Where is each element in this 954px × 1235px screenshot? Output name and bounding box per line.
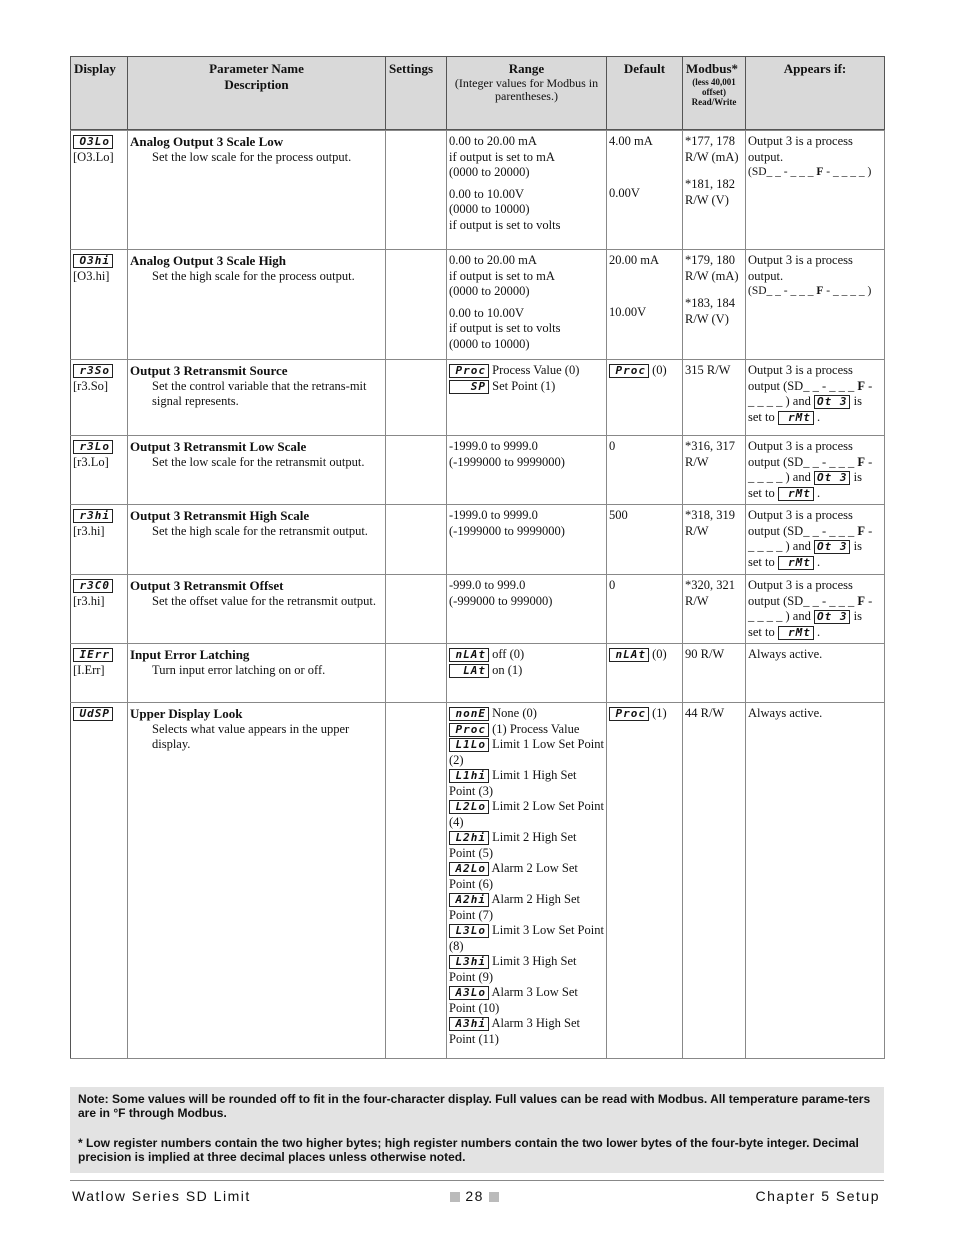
lcd-display: Ot 3 xyxy=(814,395,851,409)
lcd-display: Ot 3 xyxy=(814,540,851,554)
modbus-value: *177, 178 xyxy=(685,134,735,148)
default-value: (0) xyxy=(652,363,667,377)
modbus-rw: R/W xyxy=(685,523,709,538)
option-label: Alarm 3 High Set Point (11) xyxy=(449,1016,580,1046)
option-item xyxy=(449,830,604,861)
option-item xyxy=(449,954,604,985)
header-modbus-sub: (less 40,001 offset) xyxy=(692,77,736,97)
range-line: (0000 to 10000) xyxy=(449,202,530,216)
modbus-rw: R/W (mA) xyxy=(685,149,739,164)
lcd-display: Ot 3 xyxy=(814,471,851,485)
option-item: SP Set Point (1) xyxy=(449,379,604,395)
option-item xyxy=(449,985,604,1016)
square-icon xyxy=(489,1192,499,1202)
table-row xyxy=(71,436,885,505)
header-modbus-rw: Read/Write xyxy=(691,97,737,107)
option-label: Alarm 3 Low Set Point (10) xyxy=(449,985,578,1015)
range-line: -1999.0 to 9999.0 xyxy=(449,508,538,522)
appears-cell: Output 3 is a process output (SD_ _ - _ _ _ F - _ _ _ _ ) and Ot 3 is set to rMt . xyxy=(746,575,885,644)
param-code: [r3.So] xyxy=(73,378,109,393)
option-item xyxy=(449,722,604,738)
modbus-rw: R/W xyxy=(685,454,709,469)
default-value: 0 xyxy=(607,436,683,505)
default-value: 0.00V xyxy=(609,185,640,200)
modbus-value: *316, 317 xyxy=(685,439,735,453)
range-line: 0.00 to 20.00 mA xyxy=(449,134,537,148)
param-code: [I.Err] xyxy=(73,662,105,677)
table-row xyxy=(71,131,885,250)
table-row xyxy=(71,505,885,575)
range-line: (-999000 to 999000) xyxy=(449,593,553,608)
header-param-name: Parameter Name xyxy=(209,61,304,76)
modbus-value: 44 R/W xyxy=(683,703,746,1059)
param-name: Output 3 Retransmit High Scale xyxy=(130,508,310,523)
note-box xyxy=(70,1087,884,1173)
param-name: Analog Output 3 Scale Low xyxy=(130,134,284,149)
param-name: Analog Output 3 Scale High xyxy=(130,253,287,268)
lcd-display: LAt xyxy=(449,664,489,678)
option-item: LAt on (1) xyxy=(449,663,604,679)
lcd-display: L2hi xyxy=(449,831,489,845)
lcd-display: rMt xyxy=(778,626,814,640)
param-name: Output 3 Retransmit Source xyxy=(130,363,288,378)
note-footnote: * Low register numbers contain the two higher bytes; high register numbers contain the two lower bytes of the four-byte integer. Decimal precision is implied at three decimal places unless otherwise noted. xyxy=(78,1136,859,1164)
default-value: (0) xyxy=(652,647,667,661)
lcd-display: Proc xyxy=(449,364,489,378)
lcd-display: nLAt xyxy=(609,648,649,662)
lcd-display: UdSP xyxy=(73,707,113,721)
settings-cell xyxy=(386,703,447,1059)
option-label: Limit 2 High Set Point (5) xyxy=(449,830,577,860)
header-modbus-title: Modbus* xyxy=(686,61,739,76)
option-item: Proc Process Value (0) xyxy=(449,363,604,379)
option-label: Limit 1 High Set Point (3) xyxy=(449,768,577,798)
option-label: Limit 3 High Set Point (9) xyxy=(449,954,577,984)
modbus-rw: R/W (mA) xyxy=(685,268,739,283)
appears-text: Output 3 is a process xyxy=(748,134,853,148)
lcd-display: r3Lo xyxy=(73,440,113,454)
modbus-value: 315 R/W xyxy=(683,360,746,436)
settings-cell xyxy=(386,505,447,575)
settings-cell xyxy=(386,131,447,250)
option-item xyxy=(449,799,604,830)
header-range xyxy=(447,57,607,130)
parameter-table xyxy=(70,130,885,1059)
modbus-rw: R/W (V) xyxy=(685,311,729,326)
table-row xyxy=(71,360,885,436)
range-line: if output is set to mA xyxy=(449,149,555,164)
lcd-display: A3Lo xyxy=(449,986,489,1000)
appears-text: Output 3 is a process xyxy=(748,253,853,267)
header-range-sub: (Integer values for Modbus in parentheses.) xyxy=(454,76,599,103)
page-number: 28 xyxy=(450,1188,499,1204)
param-code: [O3.Lo] xyxy=(73,149,114,164)
param-code: [r3.hi] xyxy=(73,593,105,608)
modbus-value: *183, 184 xyxy=(685,296,735,310)
appears-text: Always active. xyxy=(746,644,885,703)
settings-cell xyxy=(386,360,447,436)
lcd-display: Proc xyxy=(609,707,649,721)
header-param-desc: Description xyxy=(224,77,289,92)
appears-text: Always active. xyxy=(746,703,885,1059)
option-label: None (0) xyxy=(492,706,537,720)
settings-cell xyxy=(386,250,447,360)
header-default: Default xyxy=(607,57,683,130)
lcd-display: O3hi xyxy=(73,254,113,268)
lcd-display: A3hi xyxy=(449,1017,489,1031)
option-label: (1) Process Value xyxy=(492,721,580,736)
range-line: (0000 to 20000) xyxy=(449,165,530,179)
appears-text: (SD_ _ - _ _ _ F - _ _ _ _ ) xyxy=(748,166,872,178)
lcd-display: SP xyxy=(449,380,489,394)
lcd-display: rMt xyxy=(778,487,814,501)
modbus-rw: R/W xyxy=(685,593,709,608)
option-item xyxy=(449,1016,604,1047)
range-line: (-1999000 to 9999000) xyxy=(449,523,565,538)
param-code: [r3.hi] xyxy=(73,523,105,538)
footer-title: Watlow Series SD Limit xyxy=(72,1188,251,1204)
header-display: Display xyxy=(71,57,128,130)
lcd-display: Proc xyxy=(449,723,489,737)
modbus-value: *181, 182 xyxy=(685,177,735,191)
lcd-display: rMt xyxy=(778,411,814,425)
param-desc: Set the low scale for the retransmit output. xyxy=(152,454,365,469)
param-code: [O3.hi] xyxy=(73,268,110,283)
range-line: (-1999000 to 9999000) xyxy=(449,454,565,469)
option-label: Limit 1 Low Set Point (2) xyxy=(449,737,604,767)
range-line: 0.00 to 10.00V xyxy=(449,305,524,320)
modbus-value: *179, 180 xyxy=(685,253,735,267)
range-line: if output is set to volts xyxy=(449,217,561,232)
option-label: Alarm 2 High Set Point (7) xyxy=(449,892,580,922)
param-desc: Set the high scale for the process output. xyxy=(152,268,355,283)
settings-cell xyxy=(386,644,447,703)
settings-cell xyxy=(386,575,447,644)
lcd-display: r3hi xyxy=(73,509,113,523)
range-line: if output is set to mA xyxy=(449,268,555,283)
param-desc: Set the offset value for the retransmit output. xyxy=(152,593,377,608)
range-line: 0.00 to 20.00 mA xyxy=(449,253,537,267)
lcd-display: r3C0 xyxy=(73,579,113,593)
table-row xyxy=(71,644,885,703)
lcd-display: nLAt xyxy=(449,648,489,662)
param-desc: Selects what value appears in the upper display. xyxy=(152,721,350,751)
option-label: Limit 3 Low Set Point (8) xyxy=(449,923,604,953)
param-desc: Turn input error latching on or off. xyxy=(152,662,326,677)
note-text: Note: Some values will be rounded off to fit in the four-character display. Full values can be read with Modbus. All temperature parame-ters are in °F through Modbus. xyxy=(78,1092,871,1120)
param-name: Upper Display Look xyxy=(130,706,243,721)
modbus-value: *318, 319 xyxy=(685,508,735,522)
appears-cell: Output 3 is a process output (SD_ _ - _ _ _ F - _ _ _ _ ) and Ot 3 is set to rMt . xyxy=(746,505,885,575)
footer-rule xyxy=(70,1180,884,1181)
table-row xyxy=(71,250,885,360)
param-code: [r3.Lo] xyxy=(73,454,109,469)
param-name: Output 3 Retransmit Low Scale xyxy=(130,439,307,454)
appears-text: output. xyxy=(748,149,784,164)
range-line: -999.0 to 999.0 xyxy=(449,578,526,592)
appears-cell: Output 3 is a process output (SD_ _ - _ _ _ F - _ _ _ _ ) and Ot 3 is set to rMt . xyxy=(746,360,885,436)
lcd-display: L3hi xyxy=(449,955,489,969)
table-row xyxy=(71,575,885,644)
footer-chapter: Chapter 5 Setup xyxy=(755,1188,880,1204)
range-line: 0.00 to 10.00V xyxy=(449,186,524,201)
default-value: 20.00 mA xyxy=(609,253,659,267)
default-value: 10.00V xyxy=(609,304,647,319)
default-value: 500 xyxy=(607,505,683,575)
lcd-display: IErr xyxy=(73,648,113,662)
modbus-value: *320, 321 xyxy=(685,578,735,592)
header-appears: Appears if: xyxy=(746,57,885,130)
header-table xyxy=(70,56,885,130)
settings-cell xyxy=(386,436,447,505)
appears-text: output. xyxy=(748,268,784,283)
option-item xyxy=(449,861,604,892)
option-item xyxy=(449,768,604,799)
table-row xyxy=(71,703,885,1059)
param-name: Input Error Latching xyxy=(130,647,250,662)
appears-cell: Output 3 is a process output (SD_ _ - _ _ _ F - _ _ _ _ ) and Ot 3 is set to rMt . xyxy=(746,436,885,505)
lcd-display: Proc xyxy=(609,364,649,378)
option-label: Limit 2 Low Set Point (4) xyxy=(449,799,604,829)
header-modbus xyxy=(683,57,746,130)
option-list xyxy=(447,703,607,1059)
modbus-value: 90 R/W xyxy=(683,644,746,703)
lcd-display: Ot 3 xyxy=(814,610,851,624)
lcd-display: L2Lo xyxy=(449,800,489,814)
option-item xyxy=(449,737,604,768)
lcd-display: rMt xyxy=(778,556,814,570)
param-desc: Set the low scale for the process output. xyxy=(152,149,352,164)
lcd-display: r3So xyxy=(73,364,113,378)
appears-text: (SD_ _ - _ _ _ F - _ _ _ _ ) xyxy=(748,285,872,297)
param-desc: Set the high scale for the retransmit output. xyxy=(152,523,368,538)
lcd-display: L3Lo xyxy=(449,924,489,938)
header-range-title: Range xyxy=(508,61,545,76)
square-icon xyxy=(450,1192,460,1202)
option-label: Alarm 2 Low Set Point (6) xyxy=(449,861,578,891)
lcd-display: A2hi xyxy=(449,893,489,907)
modbus-rw: R/W (V) xyxy=(685,192,729,207)
option-item xyxy=(449,892,604,923)
default-value: 0 xyxy=(607,575,683,644)
default-value: (1) xyxy=(652,706,667,720)
option-item: nLAt off (0) xyxy=(449,647,604,663)
lcd-display: L1hi xyxy=(449,769,489,783)
header-param xyxy=(128,57,386,130)
lcd-display: nonE xyxy=(449,707,489,721)
lcd-display: O3Lo xyxy=(73,135,113,149)
range-line: if output is set to volts xyxy=(449,321,561,335)
range-line: (0000 to 20000) xyxy=(449,284,530,298)
lcd-display: L1Lo xyxy=(449,738,489,752)
default-value: 4.00 mA xyxy=(609,134,653,148)
option-item xyxy=(449,923,604,954)
param-desc: Set the control variable that the retrans-mit signal represents. xyxy=(152,378,367,408)
range-line: (0000 to 10000) xyxy=(449,336,530,351)
lcd-display: A2Lo xyxy=(449,862,489,876)
header-settings: Settings xyxy=(386,57,447,130)
range-line: -1999.0 to 9999.0 xyxy=(449,439,538,453)
option-item xyxy=(449,706,604,722)
param-name: Output 3 Retransmit Offset xyxy=(130,578,284,593)
